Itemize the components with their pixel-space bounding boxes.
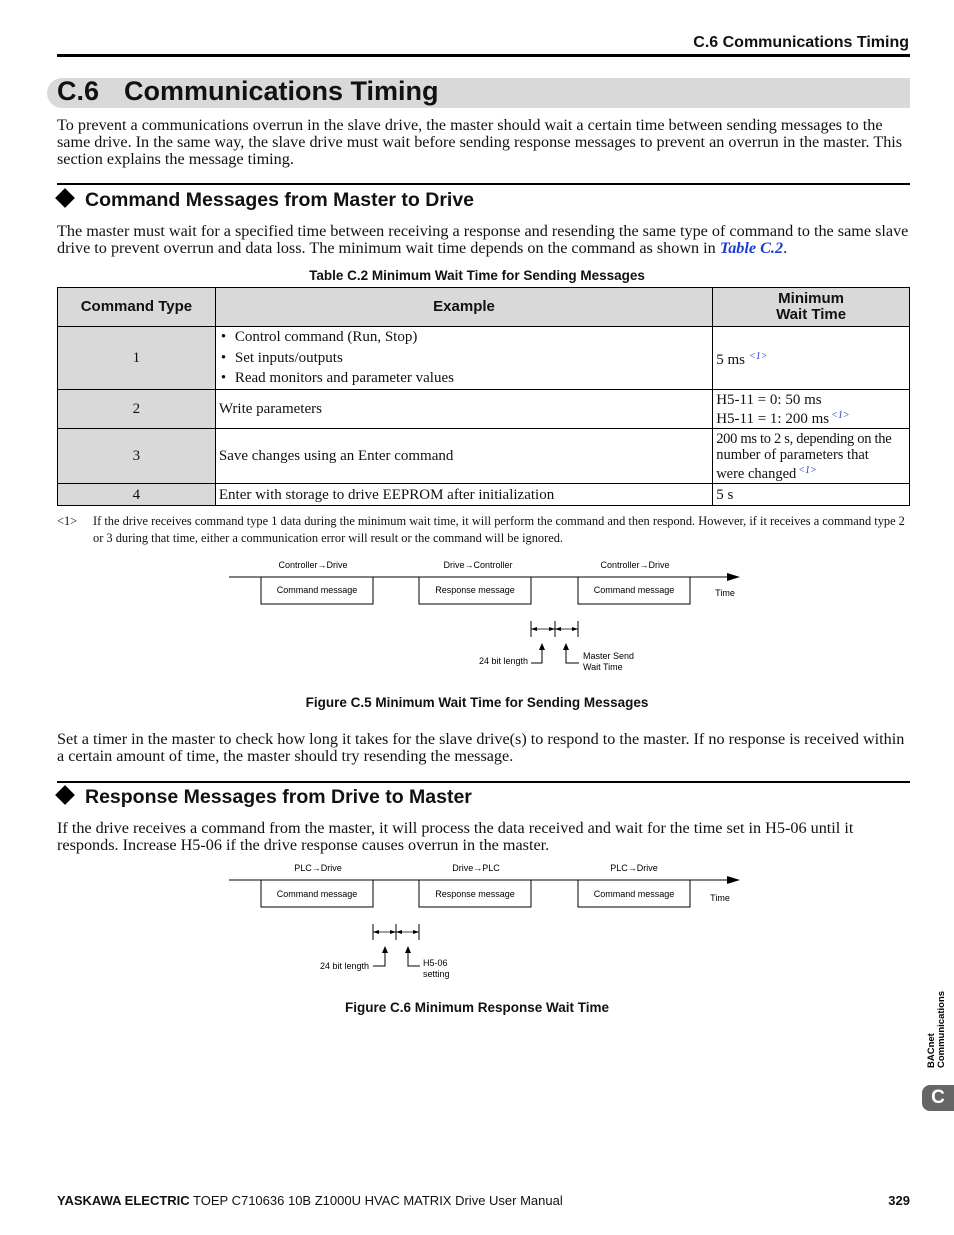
box-label: Command message	[593, 585, 675, 595]
callout-arrow-icon	[405, 946, 411, 953]
wait-time-cell	[713, 429, 910, 484]
footnote-ref-link[interactable]: <1>	[831, 409, 850, 421]
arrow-icon	[390, 930, 396, 934]
box-label: Response message	[435, 585, 515, 595]
header-command-type: Command Type	[58, 288, 216, 327]
page-number: 329	[888, 1193, 910, 1208]
figure-c6-timing-diagram	[0, 858, 954, 983]
example-list	[219, 327, 709, 389]
arrow-icon	[373, 930, 379, 934]
box-label: Command message	[593, 889, 675, 899]
footnote-mark: <1>	[57, 514, 78, 528]
table-row	[58, 484, 910, 506]
arrow-icon	[555, 627, 561, 631]
figure-c5-timing-diagram	[0, 555, 954, 680]
example-cell	[215, 327, 712, 390]
footnote-ref-link[interactable]: <1>	[798, 464, 817, 476]
command-type-cell: 2	[58, 390, 216, 429]
heading-text: Command Messages from Master to Drive	[85, 189, 475, 211]
table-header-row	[58, 288, 910, 327]
table-c2-link[interactable]: Table C.2	[719, 239, 784, 257]
table-caption: Table C.2 Minimum Wait Time for Sending Messages	[309, 268, 645, 283]
side-tab-line2: Communications	[936, 990, 947, 1068]
side-tab-line1: BACnet	[926, 1033, 937, 1068]
box-label: Response message	[435, 889, 515, 899]
callout-arrow-icon	[382, 946, 388, 953]
page-footer	[57, 1193, 910, 1208]
footnote-ref-link[interactable]: <1>	[748, 350, 768, 362]
command-messages-paragraph	[57, 223, 910, 257]
callout-arrow-icon	[539, 643, 545, 650]
time-arrowhead-icon	[727, 573, 740, 581]
example-item: • Set inputs/outputs	[219, 348, 709, 369]
footnote-text: If the drive receives command type 1 data during the minimum wait time, it will perform the command and then respond. However, if it receives a command type 2 or 3 during that time, either a communication error will result or the command will be ignored.	[93, 514, 905, 545]
wait-time-label: Master Send	[583, 651, 635, 661]
time-label: Time	[715, 588, 735, 598]
intro-paragraph: To prevent a communications overrun in the slave drive, the master should wait a certain time between sending messages to the same drive. In the same way, the slave drive must wait before sending response messages to prevent an overrun in the master. This section explains the message timing.	[57, 116, 903, 168]
section-title-text: Communications Timing	[124, 76, 439, 106]
footer-document: TOEP C710636 10B Z1000U HVAC MATRIX Drive User Manual	[189, 1193, 563, 1208]
command-type-cell: 4	[58, 484, 216, 506]
command-messages-heading	[55, 189, 474, 212]
table-footnote	[57, 513, 910, 547]
example-cell: Write parameters	[215, 390, 712, 429]
setting-label: H5-06	[423, 958, 448, 968]
wait-time-cell	[713, 327, 910, 390]
wait-time-label: Wait Time	[583, 662, 623, 672]
table-row	[58, 390, 910, 429]
minimum-wait-time-table	[57, 287, 910, 506]
arrow-icon	[396, 930, 402, 934]
figure-c6-caption: Figure C.6 Minimum Response Wait Time	[344, 1000, 610, 1015]
example-cell: Enter with storage to drive EEPROM after initialization	[215, 484, 712, 506]
direction-label: Drive→PLC	[452, 863, 500, 873]
footer-brand: YASKAWA ELECTRIC	[57, 1193, 190, 1208]
arrow-icon	[549, 627, 555, 631]
direction-label: PLC→Drive	[294, 863, 342, 873]
setting-label: setting	[423, 969, 450, 979]
appendix-tab[interactable]: C	[922, 1085, 954, 1111]
side-tab-label	[922, 960, 952, 1070]
direction-label: Drive→Controller	[443, 560, 513, 570]
header-minimum-wait-time	[713, 288, 910, 327]
example-item: • Read monitors and parameter values	[219, 368, 709, 389]
diamond-bullet-icon	[55, 785, 75, 805]
wait-time-value: 5 ms	[716, 351, 745, 368]
heading-text: Response Messages from Drive to Master	[85, 786, 472, 808]
header-example: Example	[215, 288, 712, 327]
example-item: • Control command (Run, Stop)	[219, 327, 709, 348]
wait-time-line2: number of parameters that	[716, 446, 869, 463]
wait-time-line3-wrap	[716, 463, 906, 482]
wait-time-line3: were changed	[716, 465, 797, 482]
response-messages-heading	[55, 786, 472, 809]
time-label: Time	[710, 893, 730, 903]
subsection-rule	[57, 781, 910, 783]
running-header: C.6 Communications Timing	[693, 34, 909, 51]
direction-label: Controller→Drive	[278, 560, 348, 570]
timer-paragraph: Set a timer in the master to check how long it takes for the slave drive(s) to respond to the master. If no response is received within a certain amount of time, the master should try resending the message.	[57, 730, 905, 765]
paragraph-text: The master must wait for a specified time between receiving a response and resending the same type of command to the same slave drive to prevent overrun and data loss. The minimum wait time depends on the command as shown in	[57, 222, 909, 257]
section-title	[57, 76, 439, 107]
bit-length-label: 24 bit length	[319, 961, 369, 971]
direction-label: PLC→Drive	[610, 863, 658, 873]
time-arrowhead-icon	[727, 876, 740, 884]
arrow-icon	[572, 627, 578, 631]
header-wait-line2: Wait Time	[776, 306, 847, 323]
subsection-rule	[57, 183, 910, 185]
arrow-icon	[531, 627, 537, 631]
wait-time-line1: 200 ms to 2 s, depending on the	[716, 430, 892, 447]
table-row	[58, 327, 910, 390]
callout-arrow-icon	[563, 643, 569, 650]
header-rule	[57, 54, 910, 57]
command-type-cell: 3	[58, 429, 216, 484]
wait-time-line2: H5-11 = 1: 200 ms	[716, 410, 830, 427]
wait-time-cell: 5 s	[713, 484, 910, 506]
table-row	[58, 429, 910, 484]
arrow-icon	[413, 930, 419, 934]
section-number: C.6	[57, 76, 100, 106]
paragraph-text-end: .	[783, 239, 788, 257]
box-label: Command message	[276, 585, 358, 595]
bit-length-label: 24 bit length	[478, 656, 528, 666]
wait-time-line1: H5-11 = 0: 50 ms	[716, 391, 822, 408]
box-label: Command message	[276, 889, 358, 899]
example-cell: Save changes using an Enter command	[215, 429, 712, 484]
wait-time-cell	[713, 390, 910, 429]
figure-c5-caption: Figure C.5 Minimum Wait Time for Sending Messages	[305, 695, 649, 710]
direction-label: Controller→Drive	[600, 560, 670, 570]
command-type-cell: 1	[58, 327, 216, 390]
diamond-bullet-icon	[55, 188, 75, 208]
header-wait-line1: Minimum	[778, 290, 845, 307]
response-messages-paragraph: If the drive receives a command from the master, it will process the data received and wait for the time set in H5-06 until it responds. Increase H5-06 if the drive response causes overrun in the master.	[57, 819, 854, 854]
